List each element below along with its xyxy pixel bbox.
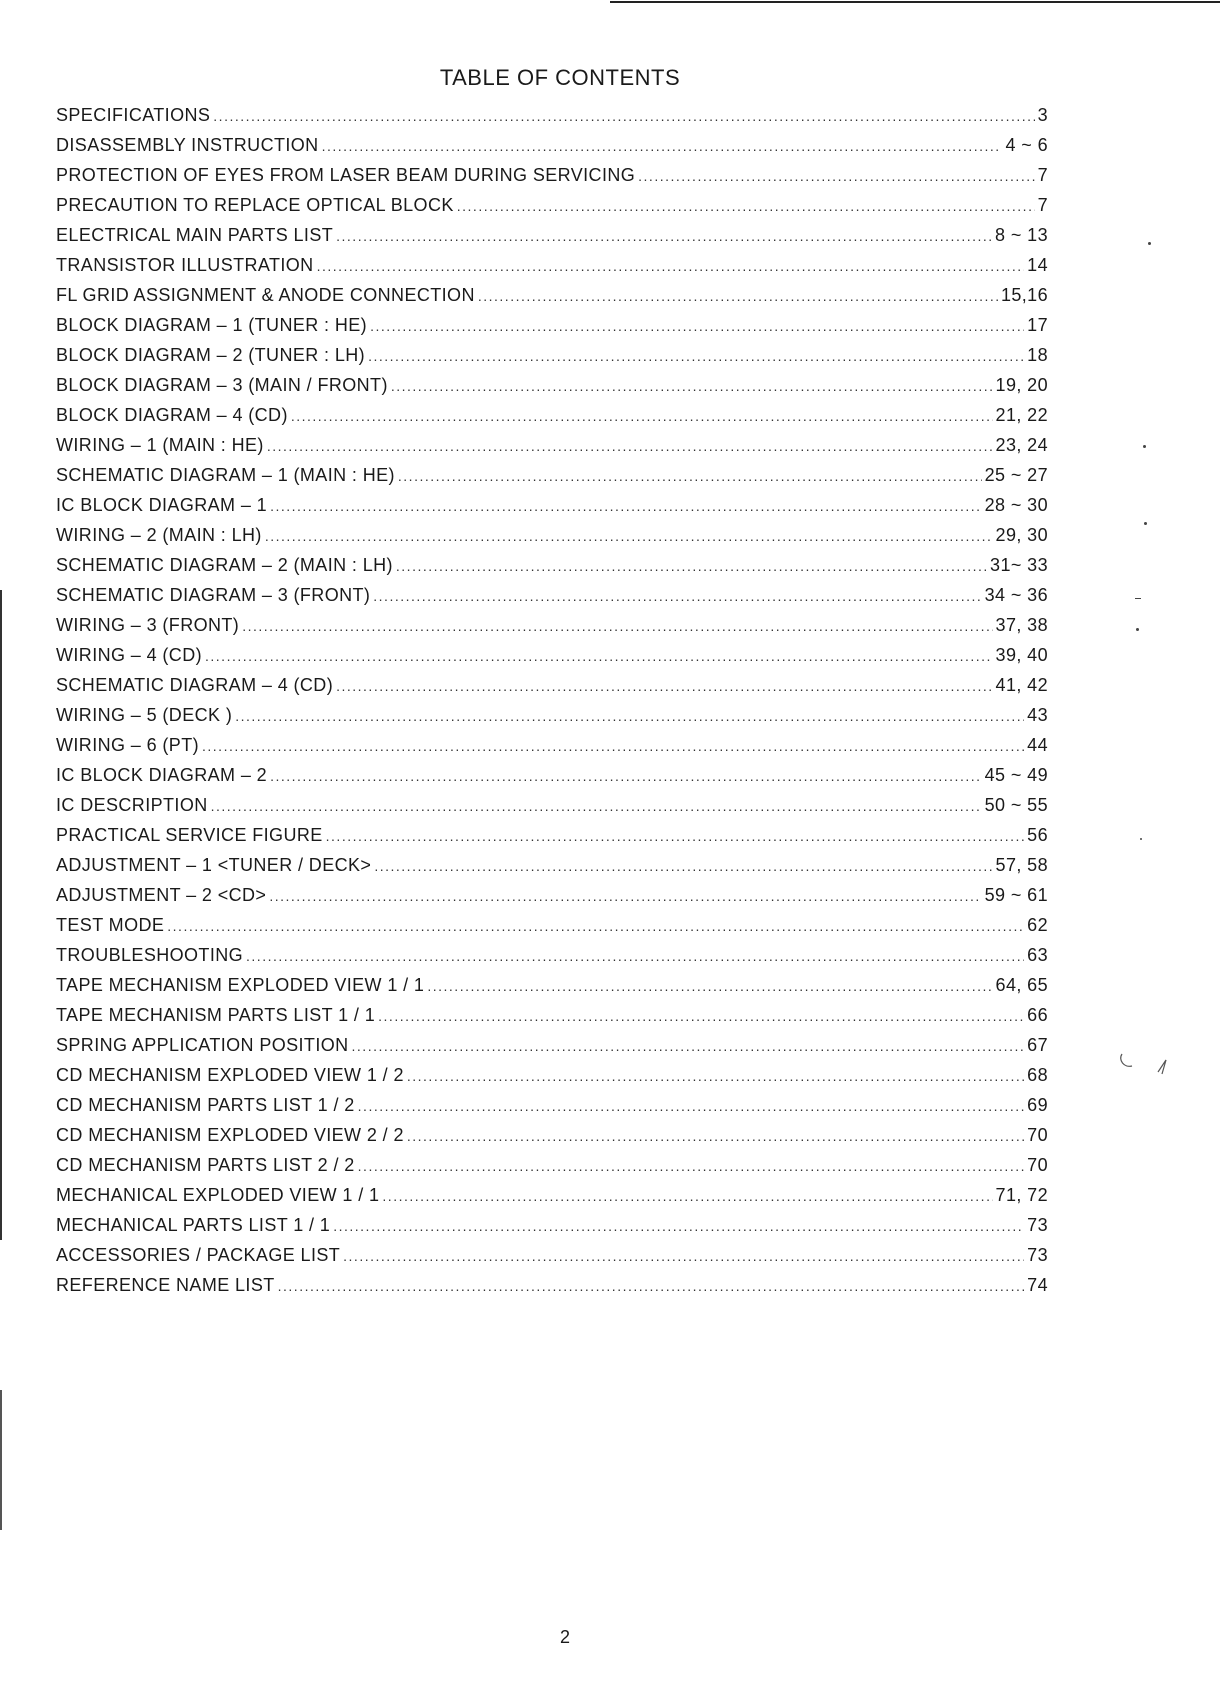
- toc-leader-dots: [368, 341, 1024, 371]
- toc-leader-dots: [373, 581, 981, 611]
- toc-leader-dots: [407, 1121, 1024, 1151]
- toc-entry-page: 15,16: [1000, 285, 1048, 305]
- toc-entry-label: TRANSISTOR ILLUSTRATION: [56, 255, 314, 275]
- toc-entry-label: IC BLOCK DIAGRAM – 1: [56, 495, 268, 515]
- scan-speck: [1136, 628, 1139, 631]
- toc-entry: [56, 640, 1048, 670]
- toc-entry-label: ACCESSORIES / PACKAGE LIST: [56, 1245, 341, 1265]
- toc-entry-page: 7: [1037, 195, 1048, 215]
- toc-leader-dots: [213, 101, 1034, 131]
- toc-entry-page: 23, 24: [995, 435, 1048, 455]
- toc-entry: [56, 160, 1048, 190]
- toc-leader-dots: [246, 941, 1024, 971]
- toc-entry-label: SPRING APPLICATION POSITION: [56, 1035, 349, 1055]
- toc-entry: [56, 550, 1048, 580]
- toc-leader-dots: [336, 671, 992, 701]
- toc-entry-label: WIRING – 6 (PT): [56, 735, 200, 755]
- toc-leader-dots: [326, 821, 1025, 851]
- toc-entry: [56, 1060, 1048, 1090]
- toc-leader-dots: [396, 551, 987, 581]
- toc-entry-label: ELECTRICAL MAIN PARTS LIST: [56, 225, 334, 245]
- toc-leader-dots: [270, 761, 982, 791]
- toc-entry-label: SCHEMATIC DIAGRAM – 2 (MAIN : LH): [56, 555, 393, 575]
- toc-entry-label: BLOCK DIAGRAM – 4 (CD): [56, 405, 288, 425]
- toc-entry-page: 59 ~ 61: [984, 885, 1048, 905]
- toc-entry-page: 64, 65: [995, 975, 1048, 995]
- scan-speck: [1140, 838, 1142, 840]
- toc-entry-page: 63: [1027, 945, 1048, 965]
- toc-entry-page: 8 ~ 13: [995, 225, 1048, 245]
- toc-entry: [56, 850, 1048, 880]
- toc-leader-dots: [265, 521, 993, 551]
- toc-leader-dots: [167, 911, 1024, 941]
- toc-entry-label: WIRING – 3 (FRONT): [56, 615, 240, 635]
- toc-entry-page: 25 ~ 27: [984, 465, 1048, 485]
- toc-entry-label: WIRING – 4 (CD): [56, 645, 203, 665]
- toc-entry-page: 37, 38: [995, 615, 1048, 635]
- scan-speck: [1143, 445, 1146, 448]
- toc-leader-dots: [358, 1151, 1025, 1181]
- toc-leader-dots: [317, 251, 1025, 281]
- toc-entry-label: SCHEMATIC DIAGRAM – 1 (MAIN : HE): [56, 465, 395, 485]
- toc-entry-page: 39, 40: [995, 645, 1048, 665]
- toc-entry-label: SCHEMATIC DIAGRAM – 3 (FRONT): [56, 585, 371, 605]
- pencil-mark: [1118, 1050, 1178, 1080]
- page-number: 2: [559, 1627, 570, 1647]
- toc-entry: [56, 940, 1048, 970]
- toc-entry: [56, 190, 1048, 220]
- toc-entry: [56, 760, 1048, 790]
- toc-entry: [56, 730, 1048, 760]
- toc-entry-page: 67: [1027, 1035, 1048, 1055]
- toc-entry: [56, 1150, 1048, 1180]
- scan-speck: [1135, 598, 1141, 599]
- toc-leader-dots: [267, 431, 993, 461]
- toc-entry-page: 62: [1027, 915, 1048, 935]
- toc-entry-page: 18: [1027, 345, 1048, 365]
- toc-entry: [56, 1000, 1048, 1030]
- toc-entry-label: BLOCK DIAGRAM – 1 (TUNER : HE): [56, 315, 368, 335]
- toc-entry-label: PRECAUTION TO REPLACE OPTICAL BLOCK: [56, 195, 454, 215]
- toc-entry-page: 70: [1027, 1125, 1048, 1145]
- toc-leader-dots: [398, 461, 982, 491]
- toc-entry-page: 69: [1027, 1095, 1048, 1115]
- toc-leader-dots: [333, 1211, 1024, 1241]
- toc-leader-dots: [478, 281, 998, 311]
- toc-entry: [56, 220, 1048, 250]
- toc-leader-dots: [407, 1061, 1024, 1091]
- toc-entry: [56, 1270, 1048, 1300]
- toc-entry-label: TEST MODE: [56, 915, 165, 935]
- toc-entry: [56, 1240, 1048, 1270]
- toc-entry-label: IC DESCRIPTION: [56, 795, 208, 815]
- toc-entry-label: ADJUSTMENT – 2 <CD>: [56, 885, 267, 905]
- toc-entry: [56, 820, 1048, 850]
- toc-entry-label: CD MECHANISM EXPLODED VIEW 2 / 2: [56, 1125, 404, 1145]
- toc-entry-label: TAPE MECHANISM EXPLODED VIEW 1 / 1: [56, 975, 425, 995]
- toc-entry-page: 45 ~ 49: [984, 765, 1048, 785]
- toc-leader-dots: [352, 1031, 1025, 1061]
- toc-entry-page: 56: [1027, 825, 1048, 845]
- toc-entry-page: 21, 22: [995, 405, 1048, 425]
- toc-entry: [56, 280, 1048, 310]
- toc-entry-label: PROTECTION OF EYES FROM LASER BEAM DURING SERVICING: [56, 165, 636, 185]
- toc-entry-page: 29, 30: [995, 525, 1048, 545]
- toc-entry: [56, 310, 1048, 340]
- page-title: TABLE OF CONTENTS: [439, 64, 681, 90]
- toc-entry: [56, 430, 1048, 460]
- toc-leader-dots: [270, 491, 982, 521]
- toc-entry-page: 4 ~ 6: [1005, 135, 1048, 155]
- toc-leader-dots: [382, 1181, 992, 1211]
- toc-entry-label: PRACTICAL SERVICE FIGURE: [56, 825, 323, 845]
- toc-entry-page: 74: [1027, 1275, 1048, 1295]
- toc-entry: [56, 910, 1048, 940]
- toc-leader-dots: [343, 1241, 1024, 1271]
- toc-entry-label: MECHANICAL EXPLODED VIEW 1 / 1: [56, 1185, 380, 1205]
- toc-entry-page: 3: [1037, 105, 1048, 125]
- toc-leader-dots: [378, 1001, 1024, 1031]
- toc-entry-page: 14: [1027, 255, 1048, 275]
- toc-leader-dots: [638, 161, 1034, 191]
- toc-entry-label: SCHEMATIC DIAGRAM – 4 (CD): [56, 675, 334, 695]
- toc-entry-label: BLOCK DIAGRAM – 2 (TUNER : LH): [56, 345, 366, 365]
- toc-leader-dots: [457, 191, 1035, 221]
- toc-entry-label: CD MECHANISM EXPLODED VIEW 1 / 2: [56, 1065, 404, 1085]
- toc-entry: [56, 460, 1048, 490]
- toc-entry-label: CD MECHANISM PARTS LIST 2 / 2: [56, 1155, 355, 1175]
- toc-entry-label: WIRING – 5 (DECK ): [56, 705, 233, 725]
- toc-entry: [56, 400, 1048, 430]
- table-of-contents: [56, 100, 1048, 1300]
- toc-entry: [56, 580, 1048, 610]
- toc-entry-page: 68: [1027, 1065, 1048, 1085]
- toc-entry-label: TAPE MECHANISM PARTS LIST 1 / 1: [56, 1005, 376, 1025]
- toc-entry: [56, 700, 1048, 730]
- toc-entry-label: TROUBLESHOOTING: [56, 945, 244, 965]
- toc-entry: [56, 1030, 1048, 1060]
- toc-entry: [56, 670, 1048, 700]
- toc-entry: [56, 490, 1048, 520]
- toc-entry: [56, 100, 1048, 130]
- toc-entry-label: FL GRID ASSIGNMENT & ANODE CONNECTION: [56, 285, 475, 305]
- toc-entry: [56, 790, 1048, 820]
- toc-entry-label: DISASSEMBLY INSTRUCTION: [56, 135, 319, 155]
- toc-entry-page: 50 ~ 55: [984, 795, 1048, 815]
- toc-entry-label: WIRING – 1 (MAIN : HE): [56, 435, 264, 455]
- toc-leader-dots: [269, 881, 981, 911]
- toc-entry: [56, 610, 1048, 640]
- toc-entry: [56, 970, 1048, 1000]
- toc-entry-page: 17: [1027, 315, 1048, 335]
- toc-entry-page: 70: [1027, 1155, 1048, 1175]
- toc-entry-page: 73: [1027, 1215, 1048, 1235]
- toc-leader-dots: [211, 791, 982, 821]
- toc-entry: [56, 1210, 1048, 1240]
- toc-entry-label: SPECIFICATIONS: [56, 105, 211, 125]
- top-edge-rule: [610, 1, 1220, 3]
- toc-leader-dots: [202, 731, 1024, 761]
- toc-entry-label: MECHANICAL PARTS LIST 1 / 1: [56, 1215, 331, 1235]
- toc-entry-page: 19, 20: [995, 375, 1048, 395]
- toc-leader-dots: [242, 611, 992, 641]
- toc-entry: [56, 340, 1048, 370]
- toc-leader-dots: [336, 221, 992, 251]
- toc-entry: [56, 520, 1048, 550]
- toc-entry-page: 71, 72: [995, 1185, 1048, 1205]
- scan-speck: [1148, 242, 1151, 245]
- toc-entry-page: 28 ~ 30: [984, 495, 1048, 515]
- toc-entry-label: IC BLOCK DIAGRAM – 2: [56, 765, 268, 785]
- toc-entry: [56, 130, 1048, 160]
- toc-leader-dots: [374, 851, 992, 881]
- toc-entry-page: 41, 42: [995, 675, 1048, 695]
- toc-leader-dots: [235, 701, 1024, 731]
- toc-leader-dots: [370, 311, 1024, 341]
- toc-entry-label: ADJUSTMENT – 1 <TUNER / DECK>: [56, 855, 372, 875]
- toc-entry-label: REFERENCE NAME LIST: [56, 1275, 275, 1295]
- toc-entry-label: WIRING – 2 (MAIN : LH): [56, 525, 262, 545]
- toc-leader-dots: [291, 401, 993, 431]
- toc-entry-page: 43: [1027, 705, 1048, 725]
- toc-entry: [56, 370, 1048, 400]
- toc-entry-label: CD MECHANISM PARTS LIST 1 / 2: [56, 1095, 355, 1115]
- left-edge-rule: [0, 590, 2, 1240]
- toc-entry: [56, 1090, 1048, 1120]
- toc-entry: [56, 1180, 1048, 1210]
- toc-entry-page: 44: [1027, 735, 1048, 755]
- toc-entry-page: 34 ~ 36: [984, 585, 1048, 605]
- toc-entry: [56, 1120, 1048, 1150]
- toc-leader-dots: [391, 371, 993, 401]
- toc-entry-label: BLOCK DIAGRAM – 3 (MAIN / FRONT): [56, 375, 388, 395]
- toc-entry-page: 31~ 33: [990, 555, 1048, 575]
- toc-entry-page: 57, 58: [995, 855, 1048, 875]
- toc-entry-page: 66: [1027, 1005, 1048, 1025]
- scan-speck: [1144, 522, 1147, 525]
- toc-entry-page: 73: [1027, 1245, 1048, 1265]
- toc-entry: [56, 250, 1048, 280]
- toc-leader-dots: [322, 131, 1003, 161]
- toc-leader-dots: [205, 641, 993, 671]
- toc-leader-dots: [427, 971, 992, 1001]
- toc-leader-dots: [278, 1271, 1025, 1301]
- left-edge-rule-lower: [0, 1390, 2, 1530]
- toc-entry: [56, 880, 1048, 910]
- toc-entry-page: 7: [1037, 165, 1048, 185]
- toc-leader-dots: [358, 1091, 1025, 1121]
